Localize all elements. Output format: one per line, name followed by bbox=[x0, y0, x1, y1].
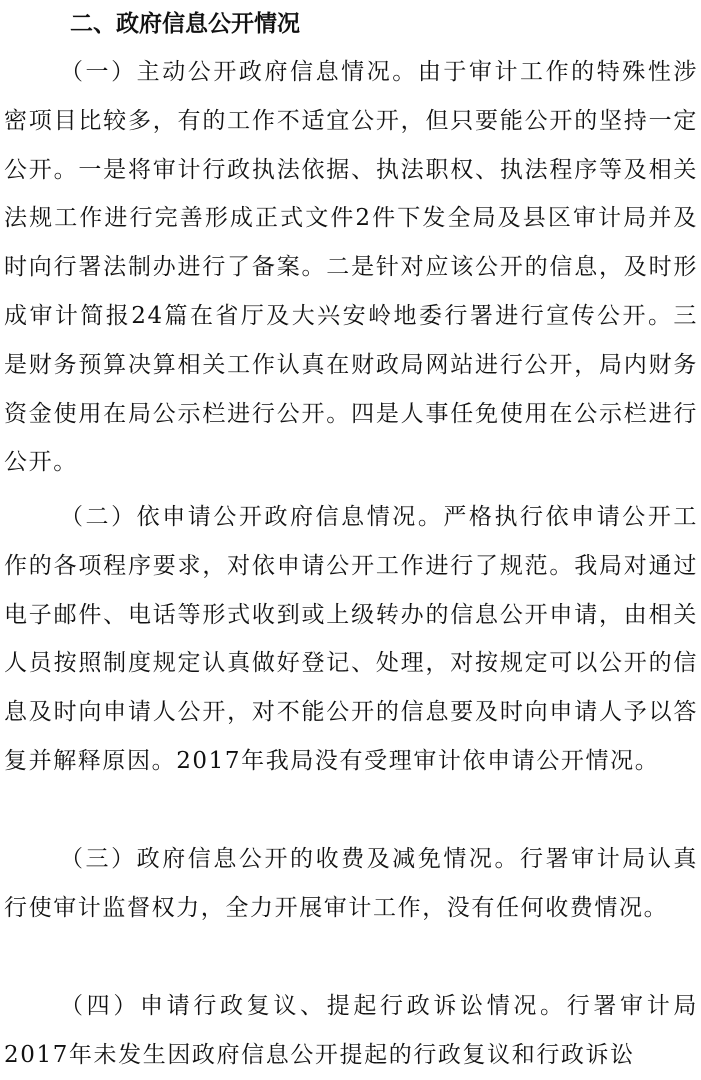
section-heading: 二、政府信息公开情况 bbox=[70, 11, 300, 37]
paragraph-proactive-disclosure: （一）主动公开政府信息情况。由于审计工作的特殊性涉密项目比较多，有的工作不适宜公开，但只要能公开的坚持一定公开。一是将审计行政执法依据、执法职权、执法程序等及相关法规工作进行完善形成正式文件2件下发全局及县区审计局并及时向行署法制办进行了备案。二是针对应该公开的信息，及时形成审计简报24篇在省厅及大兴安岭地委行署进行宣传公开。三是财务预算决算相关工作认真在财政局网站进行公开，局内财务资金使用在局公示栏进行公开。四是人事任免使用在公示栏进行公开。 bbox=[4, 59, 698, 476]
paragraph-disclosure-on-request: （二）依申请公开政府信息情况。严格执行依申请公开工作的各项程序要求，对依申请公开工作进行了规范。我局对通过电子邮件、电话等形式收到或上级转办的信息公开申请，由相关人员按照制度规定认真做好登记、处理，对按规定可以公开的信息及时向申请人公开，对不能公开的信息要及时向申请人予以答复并解释原因。2017年我局没有受理审计依申请公开情况。 bbox=[4, 504, 698, 774]
paragraph-fees-and-waivers: （三）政府信息公开的收费及减免情况。行署审计局认真行使审计监督权力，全力开展审计工作，没有任何收费情况。 bbox=[4, 846, 698, 921]
paragraph-review-and-litigation: （四）申请行政复议、提起行政诉讼情况。行署审计局2017年未发生因政府信息公开提起的行政复议和行政诉讼 bbox=[4, 993, 698, 1068]
